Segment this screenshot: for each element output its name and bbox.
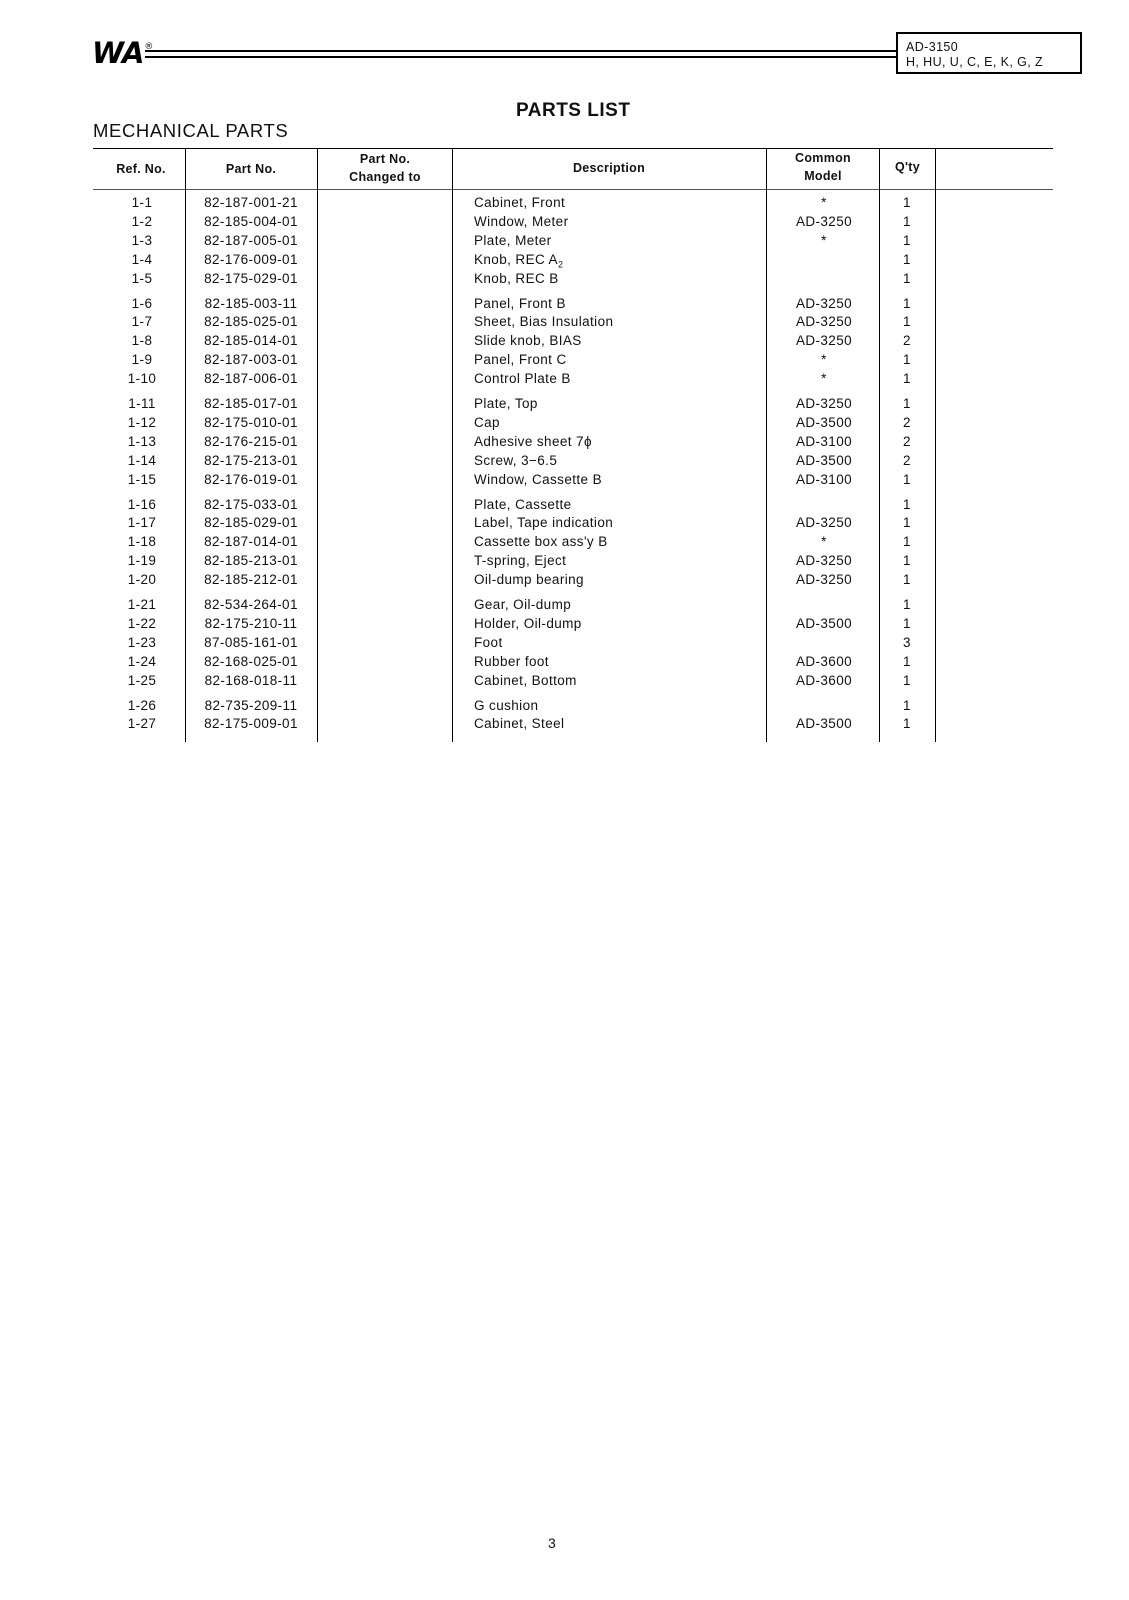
header-part-no: Part No. [225, 162, 277, 176]
table-row [0, 296, 1129, 315]
common-model-cell: AD-3250 [795, 333, 853, 349]
table-row [0, 271, 1129, 290]
ref-no-cell: 1-8 [131, 333, 153, 349]
description-cell: Knob, REC $A_2$ [474, 251, 564, 270]
table-row [0, 635, 1129, 654]
description-cell: Cabinet, Steel [474, 716, 565, 732]
description-cell: T-spring, Eject [474, 553, 567, 569]
table-row [0, 716, 1129, 735]
description-cell: Adhesive sheet 7ϕ [474, 433, 592, 449]
table-row [0, 497, 1129, 516]
description-cell: Label, Tape indication [474, 515, 614, 531]
part-no-cell: 82-534-264-01 [204, 597, 298, 612]
description-cell: Holder, Oil-dump [474, 615, 582, 631]
header-ref-no: Ref. No. [116, 162, 166, 176]
qty-cell: 2 [903, 414, 911, 430]
table-row [0, 553, 1129, 572]
part-no-cell: 82-187-014-01 [204, 534, 298, 550]
qty-cell: 2 [903, 452, 911, 468]
table-row [0, 616, 1129, 635]
ref-no-cell: 1-15 [127, 471, 157, 487]
model-designation-box [896, 32, 1082, 74]
table-row [0, 214, 1129, 233]
part-no-cell: 82-187-006-01 [204, 371, 298, 387]
description-cell: Control Plate B [474, 371, 571, 387]
qty-cell: 1 [903, 195, 911, 210]
header-rule-bottom [145, 56, 896, 58]
qty-cell: 1 [903, 553, 911, 569]
part-no-cell: 82-185-025-01 [204, 314, 298, 330]
part-no-cell: 82-185-004-01 [204, 213, 298, 229]
table-row [0, 654, 1129, 673]
qty-cell: 1 [903, 515, 911, 531]
ref-no-cell: 1-3 [131, 232, 153, 248]
ref-no-cell: 1-16 [127, 496, 157, 512]
description-cell: Gear, Oil-dump [474, 597, 572, 612]
part-no-cell: 82-176-019-01 [204, 471, 298, 487]
qty-cell: 1 [903, 653, 911, 669]
qty-cell: 1 [903, 496, 911, 512]
qty-cell: 1 [903, 352, 911, 368]
page-title: PARTS LIST [516, 100, 631, 121]
header-qty: Q'ty [894, 160, 920, 174]
description-cell: Cassette box ass'y B [474, 534, 608, 550]
part-no-cell: 82-187-005-01 [204, 232, 298, 248]
qty-cell: 1 [903, 534, 911, 550]
ref-no-cell: 1-20 [127, 572, 157, 588]
brand-logo: WA® [92, 36, 153, 70]
table-row [0, 415, 1129, 434]
qty-cell: 1 [903, 672, 911, 688]
ref-no-cell: 1-1 [131, 195, 153, 210]
header-changed-to: Part No. Changed to [349, 152, 421, 184]
description-cell: Panel, Front C [474, 352, 567, 368]
part-no-cell: 82-185-003-11 [204, 295, 298, 311]
ref-no-cell: 1-4 [131, 251, 153, 267]
qty-cell: 2 [903, 433, 911, 449]
part-no-cell: 82-175-033-01 [204, 496, 298, 512]
part-no-cell: 82-168-018-11 [204, 672, 298, 688]
qty-cell: 2 [903, 333, 911, 349]
ref-no-cell: 1-17 [127, 515, 157, 531]
description-cell: Sheet, Bias Insulation [474, 314, 614, 330]
description-cell: Foot [474, 634, 503, 650]
ref-no-cell: 1-7 [131, 314, 153, 330]
common-model-cell: AD-3250 [795, 213, 853, 229]
part-no-cell: 82-168-025-01 [204, 653, 298, 669]
table-row [0, 233, 1129, 252]
table-row [0, 371, 1129, 390]
ref-no-cell: 1-14 [127, 452, 157, 468]
ref-no-cell: 1-2 [131, 213, 153, 229]
table-row [0, 252, 1129, 271]
qty-cell: 1 [903, 697, 911, 713]
description-cell: Oil-dump bearing [474, 572, 584, 588]
ref-no-cell: 1-26 [127, 697, 157, 713]
part-no-cell: 82-185-014-01 [204, 333, 298, 349]
ref-no-cell: 1-12 [127, 414, 157, 430]
common-model-cell: AD-3500 [795, 452, 853, 468]
common-model-cell: AD-3250 [795, 572, 853, 588]
qty-cell: 1 [903, 314, 911, 330]
qty-cell: 1 [903, 371, 911, 387]
description-cell: Cap [474, 414, 500, 430]
part-no-cell: 82-176-009-01 [204, 251, 298, 267]
ref-no-cell: 1-23 [127, 634, 157, 650]
description-cell: G cushion [474, 697, 539, 713]
qty-cell: 1 [903, 295, 911, 311]
table-row [0, 572, 1129, 591]
ref-no-cell: 1-19 [127, 553, 157, 569]
common-model-cell: AD-3250 [795, 553, 853, 569]
common-model-cell: * [821, 534, 827, 550]
table-row [0, 597, 1129, 616]
qty-cell: 1 [903, 716, 911, 732]
part-no-cell: 82-187-003-01 [204, 352, 298, 368]
common-model-cell: AD-3250 [795, 314, 853, 330]
qty-cell: 1 [903, 572, 911, 588]
common-model-cell: AD-3250 [795, 515, 853, 531]
table-row [0, 434, 1129, 453]
part-no-cell: 82-185-029-01 [204, 515, 298, 531]
description-cell: Rubber foot [474, 653, 549, 669]
qty-cell: 3 [903, 634, 911, 650]
common-model-cell: * [821, 232, 827, 248]
part-no-cell: 82-175-029-01 [204, 270, 298, 286]
table-row [0, 453, 1129, 472]
common-model-cell: AD-3250 [795, 396, 853, 411]
table-row [0, 673, 1129, 692]
qty-cell: 1 [903, 232, 911, 248]
common-model-cell: AD-3500 [795, 716, 853, 732]
table-top-rule [93, 148, 1053, 149]
part-no-cell: 82-185-017-01 [204, 396, 298, 411]
table-row [0, 534, 1129, 553]
description-cell: Window, Meter [474, 213, 569, 229]
common-model-cell: * [821, 352, 827, 368]
section-title: MECHANICAL PARTS [93, 120, 289, 141]
qty-cell: 1 [903, 615, 911, 631]
ref-no-cell: 1-18 [127, 534, 157, 550]
common-model-cell: AD-3500 [795, 615, 853, 631]
common-model-cell: * [821, 371, 827, 387]
part-no-cell: 82-185-212-01 [204, 572, 298, 588]
qty-cell: 1 [903, 270, 911, 286]
header-description: Description [572, 161, 646, 175]
part-no-cell: 82-175-210-11 [204, 615, 298, 631]
part-no-cell: 82-175-010-01 [204, 414, 298, 430]
description-cell: Screw, 3−6.5 [474, 452, 558, 468]
model-number: AD-3150 [906, 40, 959, 54]
ref-no-cell: 1-9 [131, 352, 153, 368]
qty-cell: 1 [903, 471, 911, 487]
part-no-cell: 82-175-009-01 [204, 716, 298, 732]
table-row [0, 698, 1129, 717]
table-row [0, 396, 1129, 415]
common-model-cell: AD-3600 [795, 653, 853, 669]
description-cell: Window, Cassette B [474, 471, 603, 487]
header-rule-top [145, 50, 896, 52]
ref-no-cell: 1-27 [127, 716, 157, 732]
part-no-cell: 82-176-215-01 [204, 433, 298, 449]
table-row [0, 352, 1129, 371]
description-cell: Plate, Cassette [474, 496, 572, 512]
ref-no-cell: 1-21 [127, 597, 157, 612]
common-model-cell: AD-3250 [795, 295, 853, 311]
common-model-cell: AD-3100 [795, 471, 853, 487]
part-no-cell: 82-735-209-11 [204, 697, 298, 713]
ref-no-cell: 1-10 [127, 371, 157, 387]
common-model-cell: AD-3500 [795, 414, 853, 430]
common-model-cell: AD-3600 [795, 672, 853, 688]
ref-no-cell: 1-22 [127, 615, 157, 631]
header-common-model: Common Model [795, 151, 851, 183]
part-no-cell: 87-085-161-01 [204, 634, 298, 650]
ref-no-cell: 1-24 [127, 653, 157, 669]
description-cell: Plate, Meter [474, 232, 552, 248]
ref-no-cell: 1-25 [127, 672, 157, 688]
qty-cell: 1 [903, 213, 911, 229]
common-model-cell: AD-3100 [795, 433, 853, 449]
table-row [0, 195, 1129, 214]
description-subscript: 2 [557, 259, 564, 270]
ref-no-cell: 1-5 [131, 270, 153, 286]
part-no-cell: 82-185-213-01 [204, 553, 298, 569]
part-no-cell: 82-187-001-21 [204, 195, 298, 210]
table-row [0, 515, 1129, 534]
description-cell: Slide knob, BIAS [474, 333, 582, 349]
description-cell: Knob, REC B [474, 270, 559, 286]
qty-cell: 1 [903, 597, 911, 612]
description-cell: Panel, Front B [474, 295, 566, 311]
table-header-rule [93, 189, 1053, 190]
model-variants: H, HU, U, C, E, K, G, Z [906, 55, 1043, 69]
part-no-cell: 82-175-213-01 [204, 452, 298, 468]
description-cell: Plate, Top [474, 396, 538, 411]
ref-no-cell: 1-6 [131, 295, 153, 311]
common-model-cell: * [821, 195, 827, 210]
description-cell: Cabinet, Front [474, 195, 566, 210]
ref-no-cell: 1-13 [127, 433, 157, 449]
table-row [0, 472, 1129, 491]
page-number: 3 [548, 1535, 556, 1551]
table-row [0, 314, 1129, 333]
table-row [0, 333, 1129, 352]
qty-cell: 1 [903, 251, 911, 267]
qty-cell: 1 [903, 396, 911, 411]
ref-no-cell: 1-11 [128, 396, 156, 411]
description-cell: Cabinet, Bottom [474, 672, 577, 688]
